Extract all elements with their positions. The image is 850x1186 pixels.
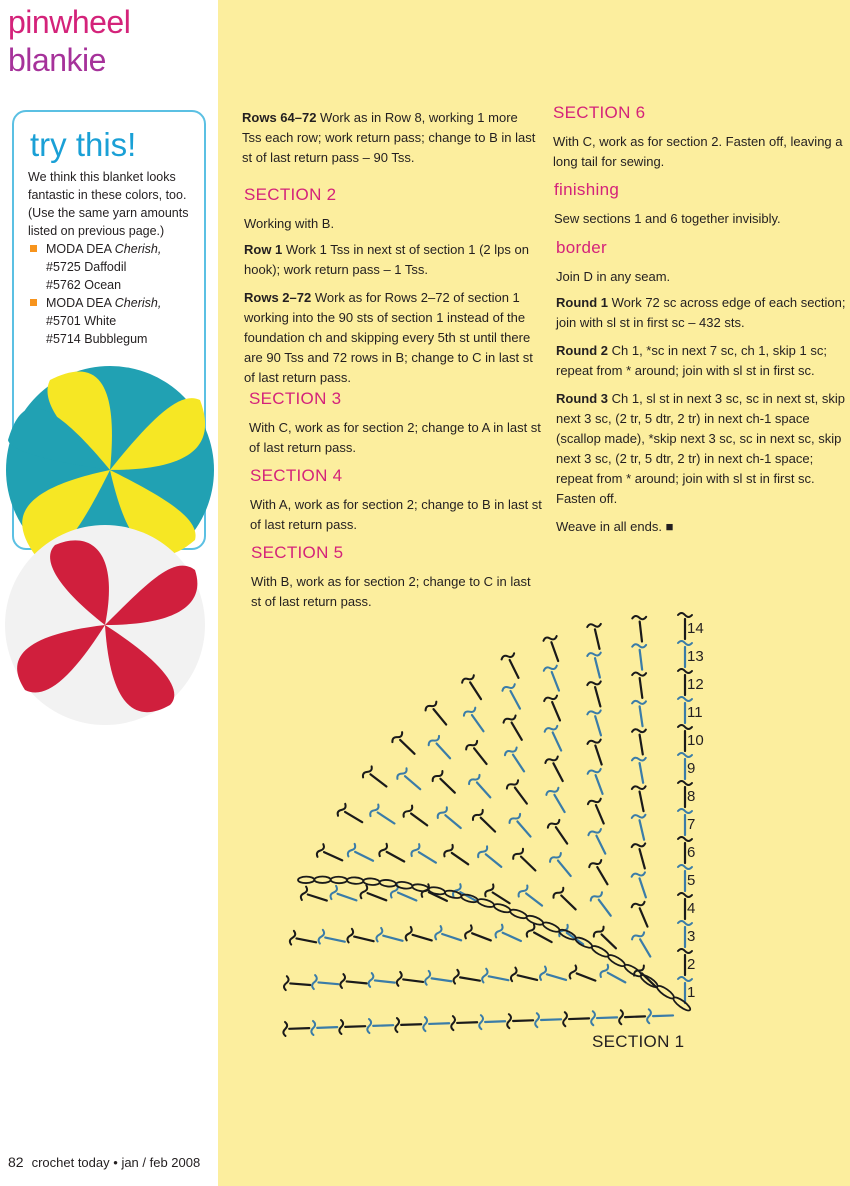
stitch-mark xyxy=(551,642,558,661)
return-pass-mark xyxy=(505,747,517,755)
return-pass-mark xyxy=(545,726,558,732)
stitch-mark xyxy=(602,934,616,948)
chain-stitch xyxy=(574,936,593,950)
return-pass-mark xyxy=(632,902,645,907)
stitch-mark xyxy=(317,1027,337,1028)
row-number: 10 xyxy=(687,732,704,749)
return-pass-mark xyxy=(502,653,515,659)
stitch-mark xyxy=(595,746,601,765)
diagram-label: SECTION 1 xyxy=(592,1032,685,1051)
return-pass-mark xyxy=(311,1021,315,1035)
stitch-mark xyxy=(324,852,342,860)
chain-stitch xyxy=(363,878,380,886)
issue-date: jan / feb 2008 xyxy=(121,1155,201,1170)
return-pass-mark xyxy=(507,1014,511,1028)
stitch-mark xyxy=(371,774,387,786)
magazine-name: crochet today xyxy=(31,1155,110,1170)
stitch-mark xyxy=(553,763,562,781)
section-3-text: With C, work as for section 2; change to A in last st of last return pass. xyxy=(249,420,541,455)
stitch-mark xyxy=(345,1026,365,1027)
stitch-mark xyxy=(558,861,571,876)
return-pass-mark xyxy=(479,1015,483,1029)
stitch-mark xyxy=(437,744,451,759)
return-pass-mark xyxy=(548,820,560,828)
stitch-mark xyxy=(325,938,345,942)
stitch-mark xyxy=(510,691,519,709)
return-pass-mark xyxy=(406,927,412,940)
stitch-mark xyxy=(640,792,644,812)
stitch-mark xyxy=(345,812,362,822)
stitch-mark xyxy=(597,867,607,884)
page-number: 82 xyxy=(8,1154,24,1170)
return-pass-mark xyxy=(587,653,601,656)
return-pass-mark xyxy=(570,965,577,978)
chain-stitch xyxy=(331,877,348,884)
stitch-mark xyxy=(640,820,645,839)
section-2-intro: Working with B. xyxy=(244,216,335,231)
return-pass-mark xyxy=(632,616,646,619)
stitch-mark xyxy=(347,981,367,983)
return-pass-mark xyxy=(519,885,528,896)
return-pass-mark xyxy=(485,884,493,896)
return-pass-mark xyxy=(435,926,441,939)
stitch-mark xyxy=(354,937,373,942)
stitch-mark xyxy=(515,788,527,804)
row-number: 9 xyxy=(687,760,696,777)
return-pass-mark xyxy=(632,932,644,939)
return-pass-mark xyxy=(678,781,692,785)
return-pass-mark xyxy=(348,844,355,857)
stitch-mark xyxy=(355,852,373,861)
row-number: 4 xyxy=(687,900,696,917)
return-pass-mark xyxy=(535,1013,539,1027)
return-pass-mark xyxy=(678,977,692,981)
return-pass-mark xyxy=(379,844,387,856)
stitch-mark xyxy=(432,978,452,981)
stitch-mark xyxy=(595,687,600,706)
return-pass-mark xyxy=(540,966,546,979)
return-pass-mark xyxy=(591,1011,595,1025)
return-pass-mark xyxy=(588,799,601,804)
chain-stitch xyxy=(298,877,314,884)
stitch-mark xyxy=(625,1016,645,1017)
return-pass-mark xyxy=(397,972,402,986)
try-this-intro: We think this blanket looks fantastic in these colors, too. (Use the same yarn amounts listed on previous page.) xyxy=(28,170,189,238)
stitch-mark xyxy=(401,1024,421,1025)
stitch-mark xyxy=(640,706,643,726)
stitch-mark xyxy=(595,658,600,677)
foundation-chain xyxy=(298,877,692,1013)
return-pass-mark xyxy=(496,925,503,938)
stitch-mark xyxy=(403,979,423,982)
return-pass-mark xyxy=(451,1016,455,1030)
return-pass-mark xyxy=(588,769,601,774)
stitch-mark xyxy=(640,939,650,956)
chain-stitch xyxy=(412,883,429,892)
stitch-mark xyxy=(368,893,387,900)
stitch-mark xyxy=(547,974,566,980)
section-2-row1: Row 1 Work 1 Tss in next st of section 1 (2 lps on hook); work return pass – 1 Tss. xyxy=(244,242,529,277)
stitch-mark xyxy=(419,852,436,862)
stitch-mark xyxy=(400,740,414,754)
return-pass-mark xyxy=(482,969,487,983)
row-number: 6 xyxy=(687,844,696,861)
return-pass-mark xyxy=(587,624,601,627)
return-pass-mark xyxy=(507,780,518,788)
return-pass-mark xyxy=(411,844,419,856)
page-title-line2: blankie xyxy=(8,42,106,78)
stitch-mark xyxy=(595,716,601,735)
return-pass-mark xyxy=(502,684,514,691)
chain-stitch xyxy=(314,877,330,883)
stitch-mark xyxy=(512,723,522,740)
stitch-mark xyxy=(608,973,626,983)
stitch-mark xyxy=(596,805,604,823)
stitch-mark xyxy=(513,1020,533,1021)
return-pass-mark xyxy=(454,970,459,984)
stitch-mark xyxy=(556,827,567,843)
section-6-text: With C, work as for section 2. Fasten off, leaving a long tail for sewing. xyxy=(553,134,843,169)
stitch-mark xyxy=(489,976,509,980)
return-pass-mark xyxy=(678,613,692,617)
return-pass-mark xyxy=(395,1018,399,1032)
return-pass-mark xyxy=(425,971,430,985)
return-pass-mark xyxy=(369,973,374,987)
return-pass-mark xyxy=(678,837,692,841)
stitch-mark xyxy=(517,821,530,836)
stitch-mark xyxy=(510,660,519,678)
chain-stitch xyxy=(607,953,627,968)
stitch-mark xyxy=(413,935,432,941)
return-pass-mark xyxy=(619,1010,623,1024)
return-pass-mark xyxy=(331,886,337,899)
return-pass-mark xyxy=(340,974,345,988)
return-pass-mark xyxy=(678,669,692,673)
chain-stitch xyxy=(379,879,396,887)
stitch-mark xyxy=(521,857,535,871)
row-number: 8 xyxy=(687,788,696,805)
row-number: 1 xyxy=(687,984,696,1001)
return-pass-mark xyxy=(367,1019,371,1033)
border-round-2: Round 2 Ch 1, *sc in next 7 sc, ch 1, skip 1 sc; repeat from * around; join with sl st in first sc. xyxy=(556,343,827,378)
stitch-mark xyxy=(378,813,395,824)
return-pass-mark xyxy=(312,975,317,989)
stitch-mark xyxy=(526,893,542,905)
section-5-heading: SECTION 5 xyxy=(251,543,344,562)
section-2-heading: SECTION 2 xyxy=(244,185,337,204)
row-number: 13 xyxy=(687,648,704,665)
return-pass-mark xyxy=(632,758,646,761)
return-pass-mark xyxy=(301,887,307,900)
return-pass-mark xyxy=(678,725,692,729)
stitch-mark xyxy=(433,709,446,724)
stitch-mark xyxy=(472,715,484,731)
border-round-3: Round 3 Ch 1, sl st in next 3 sc, sc in next st, skip next 3 sc, (2 tr, 5 dtr, 2 tr) in next ch-1 space (scallop made), *skip next 3 sc, sc in next sc, skip next 3 sc, (2 tr, 5 dtr, 2 tr) in next ch-1 space; repeat from * around; join with sl st in first sc. Fasten off. xyxy=(556,391,845,506)
return-pass-mark xyxy=(678,809,692,813)
return-pass-mark xyxy=(404,806,413,817)
stitch-mark xyxy=(308,895,327,901)
stitch-mark xyxy=(596,836,605,854)
rows-64-72: Rows 64–72 Work as in Row 8, working 1 more Tss each row; work return pass; change to B in last st of last return pass – 90 Tss. xyxy=(242,110,536,165)
return-pass-mark xyxy=(338,804,346,816)
section-5-text: With B, work as for section 2; change to C in last st of last return pass. xyxy=(251,574,531,609)
stitch-mark xyxy=(552,672,559,691)
return-pass-mark xyxy=(504,716,516,723)
stitch-mark xyxy=(518,975,537,980)
stitch-mark xyxy=(552,702,560,720)
return-pass-mark xyxy=(589,860,601,867)
return-pass-mark xyxy=(465,925,472,938)
stitch-mark xyxy=(599,900,611,916)
return-pass-mark xyxy=(464,708,475,716)
stitch-mark xyxy=(569,1018,589,1019)
return-pass-mark xyxy=(632,729,646,732)
return-pass-mark xyxy=(423,1017,427,1031)
return-pass-mark xyxy=(632,872,645,876)
row-number: 3 xyxy=(687,928,696,945)
section-2-rows2-72: Rows 2–72 Work as for Rows 2–72 of section 1 working into the 90 sts of section 1 instead of the foundation ch and skipping every 5th st until there are 90 Tss and 72 rows in B; change to C in last st of last return pass. xyxy=(244,290,533,385)
stitch-mark xyxy=(296,938,316,942)
return-pass-mark xyxy=(647,1009,651,1023)
yarn-item: MODA DEA Cherish, #5701 White #5714 Bubblegum xyxy=(28,294,203,348)
section-6-heading: SECTION 6 xyxy=(553,103,646,122)
return-pass-mark xyxy=(527,924,535,936)
stitch-mark xyxy=(640,763,644,783)
stitch-mark xyxy=(640,878,646,897)
stitch-mark xyxy=(595,629,600,648)
stitch-mark xyxy=(481,818,495,832)
stitch-mark xyxy=(460,977,480,980)
return-pass-mark xyxy=(632,815,646,818)
return-pass-mark xyxy=(587,740,600,744)
stitch-mark xyxy=(554,795,564,812)
return-pass-mark xyxy=(444,845,452,856)
stitch-mark xyxy=(640,622,642,642)
stitch-mark xyxy=(440,779,454,793)
return-pass-mark xyxy=(678,697,692,701)
return-pass-mark xyxy=(283,1022,287,1036)
stitch-mark xyxy=(640,678,643,698)
return-pass-mark xyxy=(545,757,557,763)
stitch-mark xyxy=(541,1019,561,1020)
return-pass-mark xyxy=(361,885,368,898)
return-pass-mark xyxy=(546,788,558,795)
chain-stitch xyxy=(477,898,495,909)
return-pass-mark xyxy=(587,681,601,685)
page-title-line1: pinwheel xyxy=(8,4,131,40)
row-number: 7 xyxy=(687,816,696,833)
chain-stitch xyxy=(655,984,675,1001)
page-footer xyxy=(8,1154,200,1170)
return-pass-mark xyxy=(544,696,557,701)
footer-separator: • xyxy=(113,1155,118,1170)
return-pass-mark xyxy=(678,865,692,869)
return-pass-mark xyxy=(632,843,646,847)
stitch-mark xyxy=(474,748,486,764)
return-pass-mark xyxy=(632,644,646,647)
chain-stitch xyxy=(347,877,364,884)
stitch-mark xyxy=(398,893,416,901)
stitch-mark xyxy=(289,1028,309,1029)
row-number: 5 xyxy=(687,872,696,889)
return-pass-mark xyxy=(678,921,692,925)
stitch-mark xyxy=(472,933,491,940)
stitch-mark xyxy=(373,1025,393,1026)
stitch-mark xyxy=(445,815,460,828)
return-pass-mark xyxy=(563,1012,567,1026)
row-number: 14 xyxy=(687,620,704,637)
stitch-mark xyxy=(493,892,510,903)
return-pass-mark xyxy=(511,968,517,982)
chain-stitch xyxy=(493,902,511,914)
stitch-mark xyxy=(383,936,402,941)
stitch-mark xyxy=(457,1022,477,1023)
return-pass-mark xyxy=(376,928,382,942)
stitch-mark xyxy=(485,1021,505,1022)
return-pass-mark xyxy=(588,829,601,835)
return-pass-mark xyxy=(600,965,608,977)
return-pass-mark xyxy=(678,893,692,897)
stitch-mark xyxy=(375,980,395,982)
stitch-mark xyxy=(534,932,552,942)
row-number: 12 xyxy=(687,676,704,693)
return-pass-mark xyxy=(284,976,289,990)
stitch-mark xyxy=(477,782,490,797)
chain-stitch xyxy=(542,921,561,934)
return-pass-mark xyxy=(543,636,556,641)
stitch-mark xyxy=(318,982,338,984)
border-heading: border xyxy=(556,238,607,257)
stitch-mark xyxy=(653,1015,673,1016)
stitch-mark xyxy=(470,682,481,699)
stitch-mark xyxy=(442,934,461,940)
row-number-labels xyxy=(687,620,704,1001)
chain-stitch xyxy=(509,908,528,920)
border-intro: Join D in any seam. xyxy=(556,269,671,284)
stitch-mark xyxy=(338,894,357,901)
return-pass-mark xyxy=(319,930,325,944)
return-pass-mark xyxy=(632,673,646,676)
border-round-1: Round 1 Work 72 sc across edge of each section; join with sl st in first sc – 432 sts. xyxy=(556,295,846,330)
section-4-heading: SECTION 4 xyxy=(250,466,343,485)
stitch-mark xyxy=(596,775,603,794)
return-pass-mark xyxy=(462,675,474,683)
stitch-mark xyxy=(577,973,596,980)
stitch-mark xyxy=(290,983,310,985)
stitch-mark xyxy=(486,854,502,867)
yarn-item: MODA DEA Cherish, #5725 Daffodil #5762 Ocean xyxy=(28,240,203,294)
stitch-mark xyxy=(640,735,643,755)
stitch-mark xyxy=(561,896,575,910)
stitch-mark xyxy=(429,1023,449,1024)
finishing-text: Sew sections 1 and 6 together invisibly. xyxy=(554,211,781,226)
return-pass-mark xyxy=(347,929,353,943)
stitch-mark xyxy=(597,1017,617,1018)
stitch-mark xyxy=(405,776,420,789)
row-number: 2 xyxy=(687,956,696,973)
row-number: 11 xyxy=(687,704,703,721)
try-this-heading: try this! xyxy=(30,126,137,163)
return-pass-mark xyxy=(363,766,372,777)
stitch-mark xyxy=(640,908,648,926)
stitch-mark xyxy=(411,814,427,826)
return-pass-mark xyxy=(339,1020,343,1034)
return-pass-mark xyxy=(678,641,692,645)
weave-in-ends: Weave in all ends. ■ xyxy=(556,519,674,534)
section-3-heading: SECTION 3 xyxy=(249,389,342,408)
return-pass-mark xyxy=(591,892,602,900)
finishing-heading: finishing xyxy=(554,180,620,199)
chain-stitch xyxy=(590,944,609,959)
section-4-text: With A, work as for section 2; change to B in last st of last return pass. xyxy=(250,497,542,532)
stitch-mark xyxy=(640,650,642,670)
stitch-mark xyxy=(452,853,468,864)
return-pass-mark xyxy=(317,844,324,857)
stitch-mark xyxy=(513,755,524,772)
stitch-mark xyxy=(387,852,405,862)
return-pass-mark xyxy=(290,931,295,945)
return-pass-mark xyxy=(466,741,477,750)
return-pass-mark xyxy=(587,710,600,714)
return-pass-mark xyxy=(678,753,692,757)
return-pass-mark xyxy=(678,949,692,953)
return-pass-mark xyxy=(370,804,378,816)
stitch-mark xyxy=(553,732,561,750)
stitch-mark xyxy=(640,849,645,868)
return-pass-mark xyxy=(544,666,557,671)
stitch-mark xyxy=(503,933,521,941)
return-pass-mark xyxy=(632,786,646,789)
return-pass-mark xyxy=(632,701,646,704)
